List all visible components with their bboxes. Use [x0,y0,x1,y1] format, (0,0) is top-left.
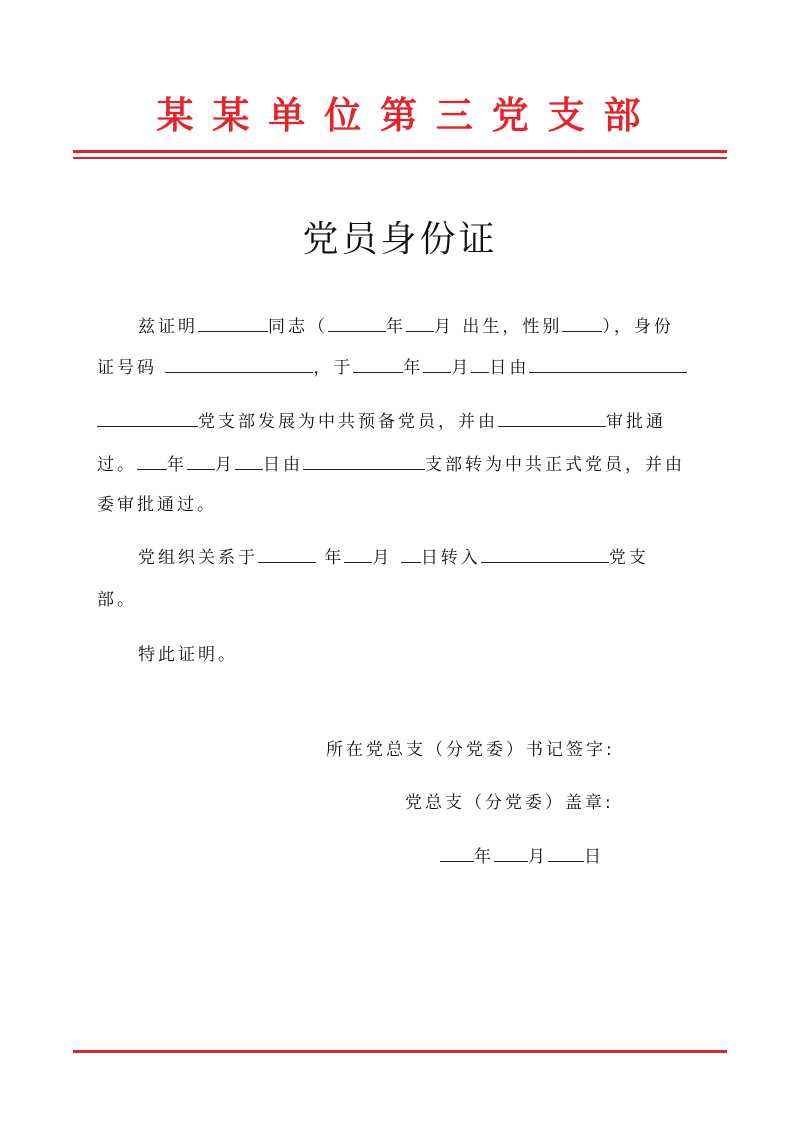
org-name-header: 某 某 单 位 第 三 党 支 部 [156,93,644,137]
certificate-text: 月 [215,455,235,475]
blank-sign-month [494,845,528,862]
blank-full-member-month [187,453,215,470]
blank-developing-branch [529,356,687,373]
blank-transfer-year [258,546,316,563]
certificate-text: 证号码 [97,358,166,378]
secretary-signature-label [326,738,615,762]
certificate-text: 支部转为中共正式党员，并由 [425,455,685,475]
blank-transfer-day [401,546,421,563]
transfer-line-2 [97,588,137,612]
certificate-text: 年 [167,455,187,475]
header-rule-thick [73,150,727,153]
certificate-text: 年 [403,358,424,378]
certificate-text: 党支部发展为中共预备党员，并由 [198,412,498,432]
certificate-text: 审批通 [606,412,666,432]
date-text: 月 [528,847,548,867]
blank-sign-year [440,845,474,862]
certificate-text: 兹证明 [138,317,198,337]
blank-sign-day [548,845,584,862]
certificate-text: 过。 [97,455,137,475]
certificate-text: 党组织关系于 [138,548,258,568]
certificate-text: 部。 [97,590,137,610]
signature-text: 党总支（分党委）盖章: [405,793,614,813]
blank-transfer-branch [481,546,609,563]
certificate-text: 日由 [263,455,303,475]
blank-full-member-branch [303,453,425,470]
certificate-text: 月 出生，性别 [434,317,563,337]
blank-transfer-month [344,546,372,563]
document-title: 党员身份证 [302,219,498,260]
certificate-text: 月 [451,358,472,378]
date-text: 日 [584,847,604,867]
certificate-line-1 [138,315,674,339]
certificate-text: 日转入 [420,548,481,568]
certificate-text: 年 [386,317,406,337]
certificate-line-5 [97,493,217,517]
blank-full-member-year [137,453,167,470]
seal-label [405,791,614,815]
certificate-line-4 [97,453,685,477]
transfer-line-1 [138,546,649,570]
closing-line [138,643,238,667]
blank-id-number [165,356,313,373]
certificate-text: 特此证明。 [138,645,238,665]
certificate-text: 委审批通过。 [97,495,217,515]
blank-join-year [353,356,403,373]
blank-gender [562,315,602,332]
signature-text: 所在党总支（分党委）书记签字: [326,740,615,760]
blank-full-member-day [235,453,263,470]
certificate-text: 同志（ [268,317,328,337]
certificate-line-3 [97,410,666,434]
blank-member-name [198,315,268,332]
blank-birth-month [406,315,434,332]
signature-date [440,845,604,869]
certificate-line-2 [97,356,687,380]
certificate-text: 日由 [489,358,530,378]
certificate-text: ），身份 [602,317,674,337]
blank-birth-year [328,315,386,332]
certificate-text: ，于 [313,358,354,378]
date-text: 年 [474,847,494,867]
certificate-text: 月 [372,548,401,568]
header-rule-thin [73,157,727,159]
certificate-text: 年 [316,548,345,568]
blank-join-month [423,356,451,373]
blank-developing-branch-continued [97,410,198,427]
blank-approving-committee [498,410,606,427]
footer-rule [73,1050,727,1053]
blank-join-day [471,356,489,373]
certificate-text: 党支 [608,548,649,568]
